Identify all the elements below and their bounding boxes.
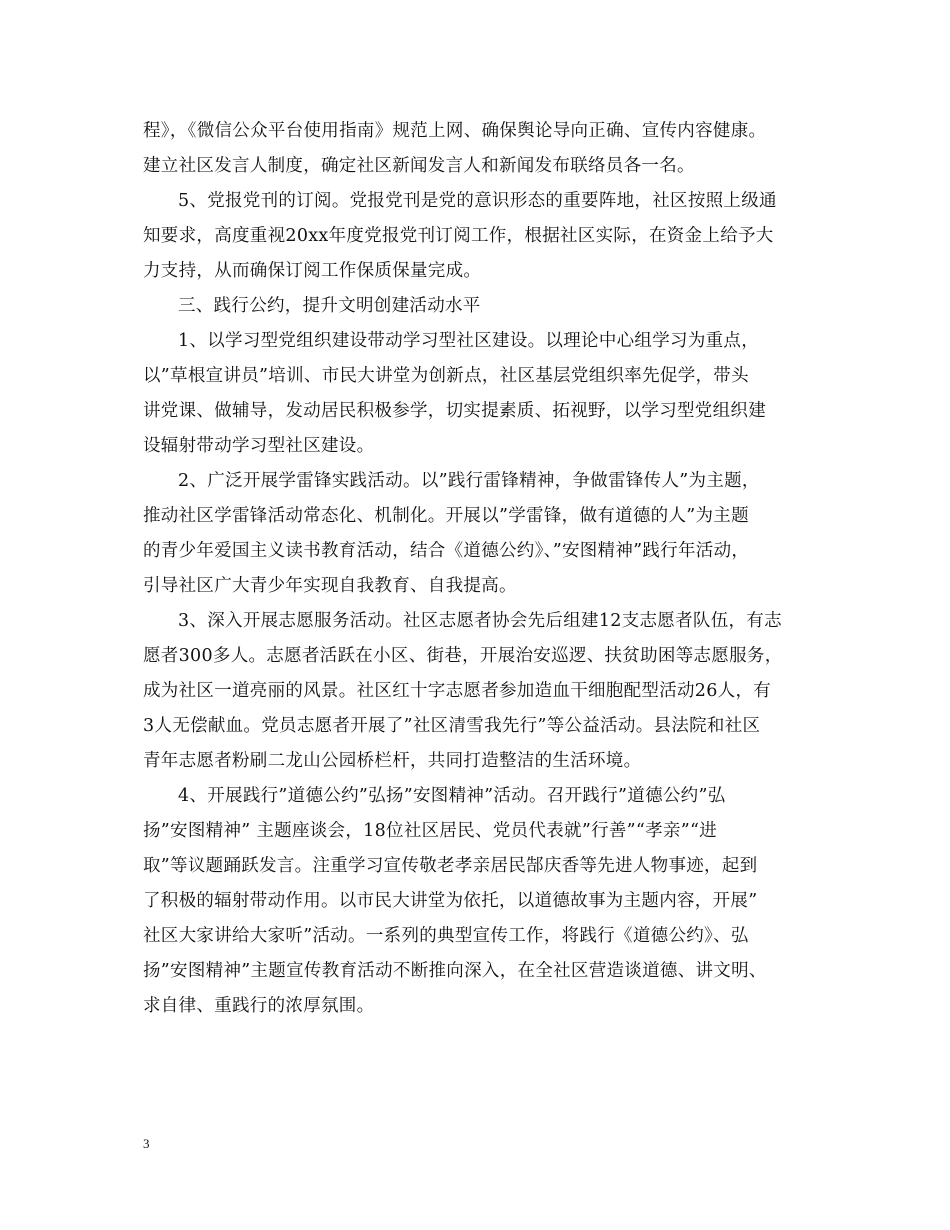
text-line: 成为社区一道亮丽的风景。社区红十字志愿者参加造血干细胞配型活动26人，有 (143, 681, 772, 701)
text-line: 程》，《微信公众平台使用指南》规范上网、确保舆论导向正确、宣传内容健康。 (143, 121, 767, 141)
text-line: 以”草根宣讲员”培训、市民大讲堂为创新点，社区基层党组织率先促学，带头 (143, 366, 749, 386)
text-line: 3人无偿献血。党员志愿者开展了”社区清雪我先行”等公益活动。县法院和社区 (143, 716, 761, 736)
text-line: 求自律、重践行的浓厚氛围。 (143, 996, 375, 1016)
text-line: 愿者300多人。志愿者活跃在小区、街巷，开展治安巡逻、扶贫助困等志愿服务， (143, 646, 783, 666)
text-line: 1、以学习型党组织建设带动学习型社区建设。以理论中心组学习为重点， (178, 331, 760, 351)
text-line: 2、广泛开展学雷锋实践活动。以”践行雷锋精神，争做雷锋传人”为主题， (178, 471, 760, 491)
text-line: 力支持，从而确保订阅工作保质保量完成。 (143, 261, 482, 281)
text-line: 4、开展践行”道德公约”弘扬”安图精神”活动。召开践行”道德公约”弘 (178, 786, 726, 806)
text-line: 社区大家讲给大家听”活动。一系列的典型宣传工作，将践行《道德公约》、弘 (143, 926, 749, 946)
text-line: 三、践行公约，提升文明创建活动水平 (178, 296, 481, 316)
text-line: 知要求，高度重视20xx年度党报党刊订阅工作，根据社区实际，在资金上给予大 (143, 226, 774, 246)
text-line: 设辐射带动学习型社区建设。 (143, 436, 375, 456)
document-body (143, 114, 808, 1024)
text-line: 扬”安图精神” 主题座谈会，18位社区居民、党员代表就”行善”“孝亲”“进 (143, 821, 718, 841)
text-line: 3、深入开展志愿服务活动。社区志愿者协会先后组建12支志愿者队伍，有志 (178, 611, 782, 631)
page-number: 3 (143, 1136, 150, 1151)
text-line: 扬”安图精神”主题宣传教育活动不断推向深入，在全社区营造谈道德、讲文明、 (143, 961, 767, 981)
text-line: 取”等议题踊跃发言。注重学习宣传敬老孝亲居民郜庆香等先进人物事迹，起到 (143, 856, 758, 876)
text-line: 引导社区广大青少年实现自我教育、自我提高。 (143, 576, 517, 596)
text-line: 青年志愿者粉刷二龙山公园桥栏杆，共同打造整洁的生活环境。 (143, 751, 642, 771)
text-line: 建立社区发言人制度，确定社区新闻发言人和新闻发布联络员各一名。 (143, 156, 695, 176)
text-line: 的青少年爱国主义读书教育活动，结合《道德公约》、”安图精神”践行年活动， (143, 541, 750, 561)
text-line: 讲党课、做辅导，发动居民积极参学，切实提素质、拓视野，以学习型党组织建 (143, 401, 766, 421)
text-line: 了积极的辐射带动作用。以市民大讲堂为依托，以道德故事为主题内容，开展” (143, 891, 758, 911)
text-line: 推动社区学雷锋活动常态化、机制化。开展以”学雷锋，做有道德的人”为主题 (143, 506, 749, 526)
text-line: 5、党报党刊的订阅。党报党刊是党的意识形态的重要阵地，社区按照上级通 (178, 191, 777, 211)
